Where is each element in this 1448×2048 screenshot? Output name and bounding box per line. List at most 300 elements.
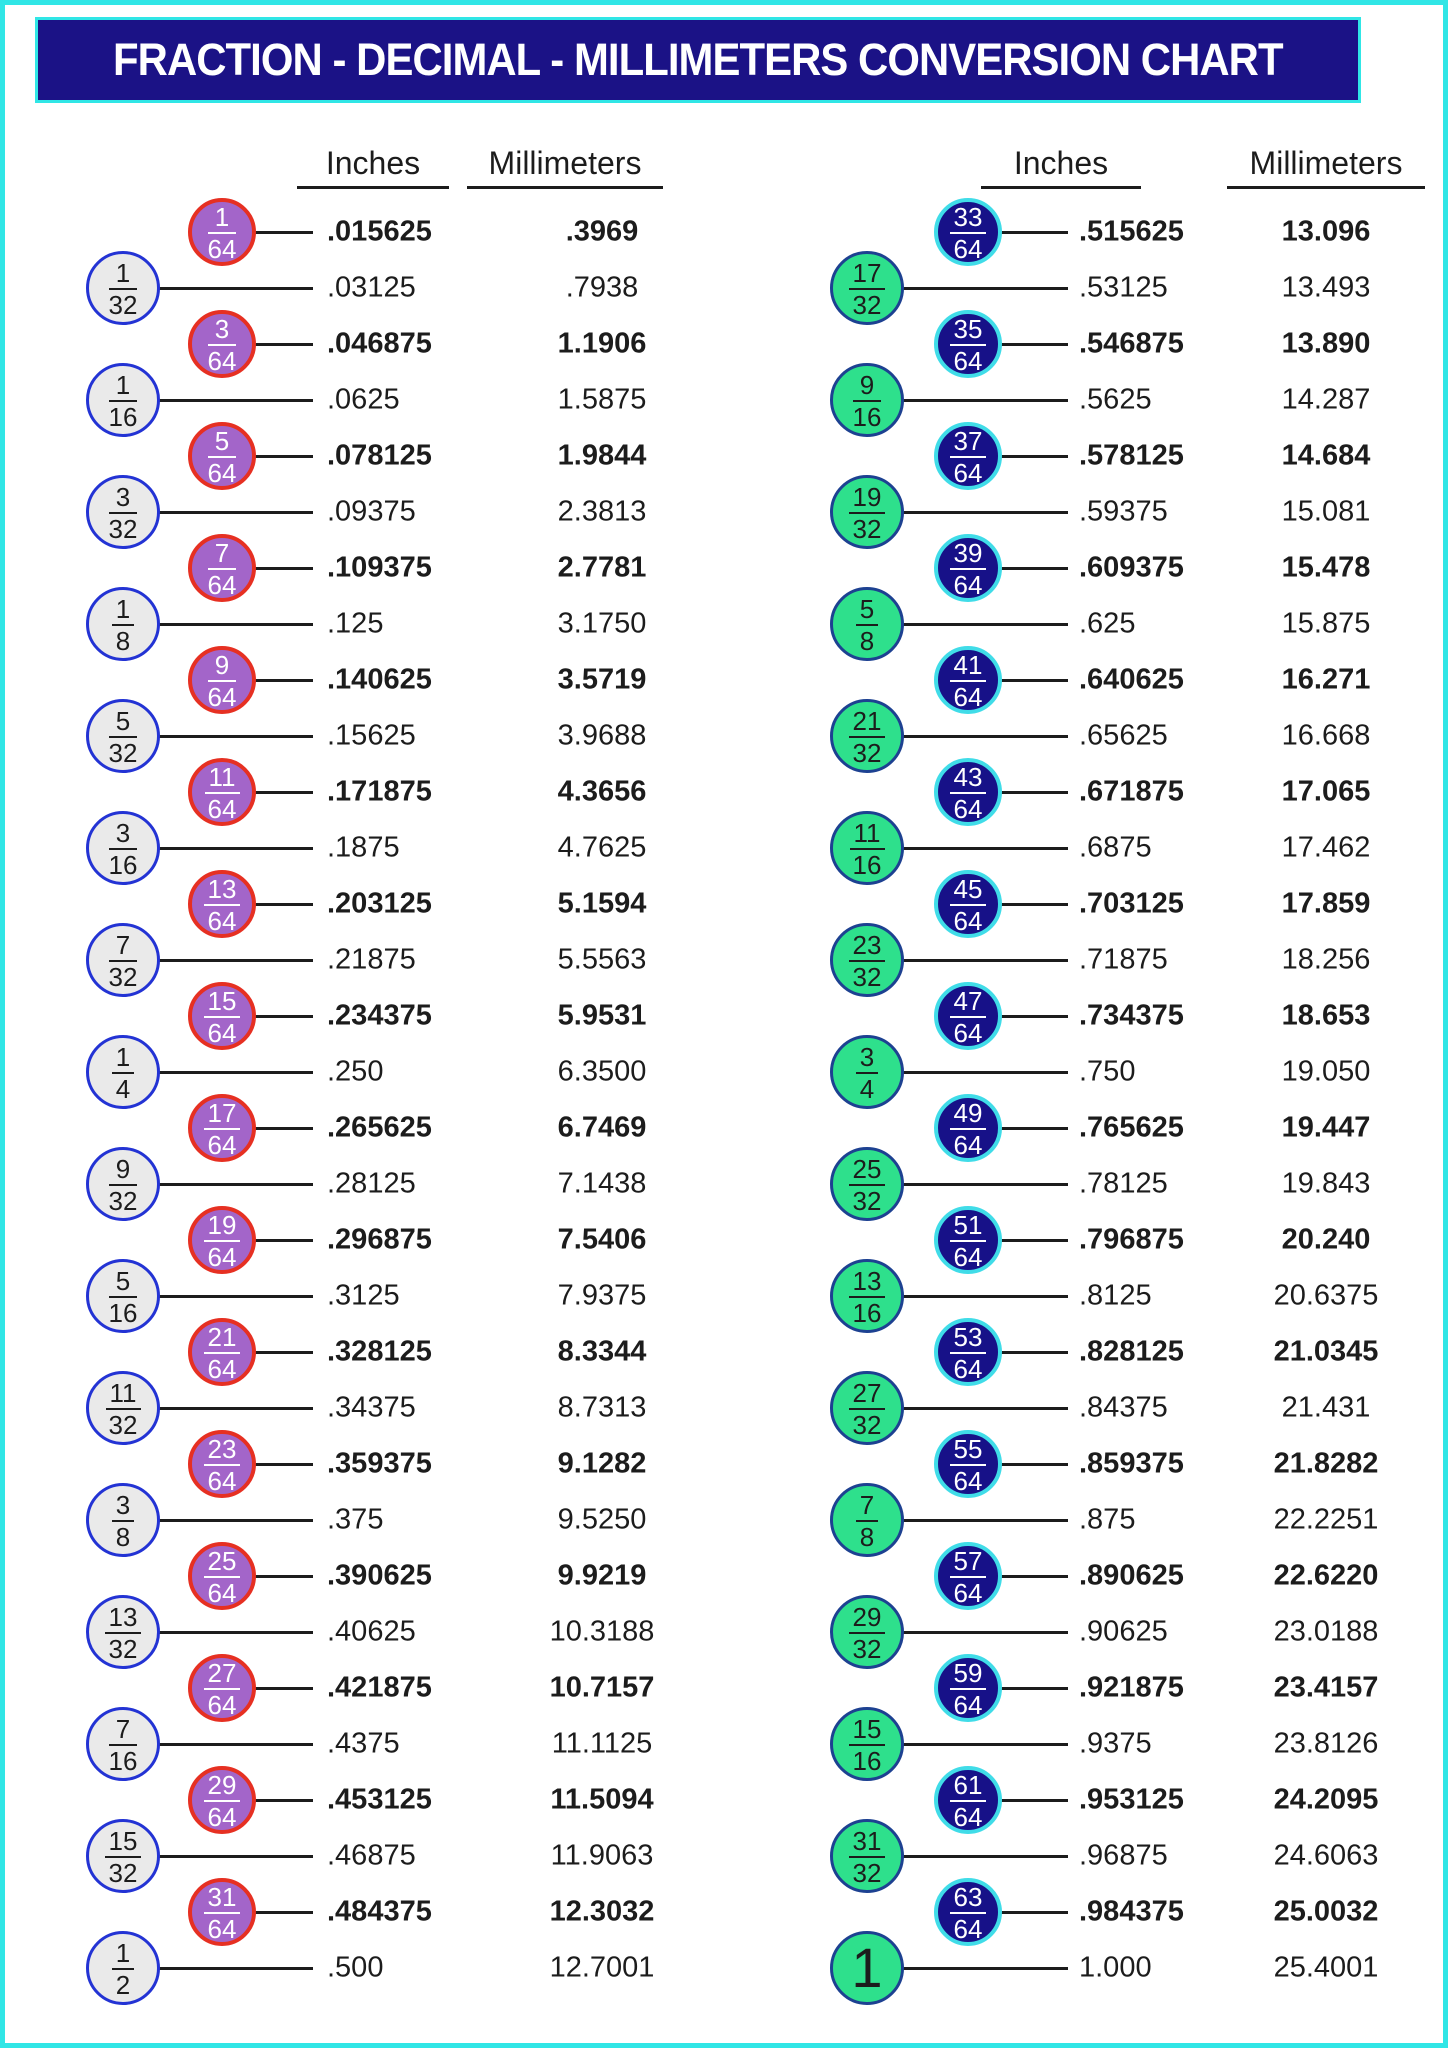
fraction-circle — [188, 1766, 256, 1834]
connector-line — [999, 679, 1068, 682]
fraction-circle — [86, 1595, 160, 1669]
fraction-numerator: 3 — [208, 315, 237, 346]
fraction — [849, 1603, 886, 1662]
fraction — [950, 1883, 987, 1942]
fraction-numerator: 33 — [950, 203, 987, 234]
connector-line — [999, 567, 1068, 570]
mm-value: 9.9219 — [557, 1559, 647, 1592]
inches-value: .765625 — [1079, 1111, 1184, 1144]
fraction-circle — [934, 870, 1002, 938]
fraction-numerator: 59 — [950, 1659, 987, 1690]
fraction-denominator: 64 — [953, 1241, 983, 1272]
inches-value: .09375 — [327, 495, 416, 528]
connector-line — [157, 1855, 313, 1858]
fraction-denominator: 16 — [852, 1297, 882, 1328]
inches-value: .890625 — [1079, 1559, 1184, 1592]
mm-value: 13.493 — [1281, 271, 1371, 304]
fraction-denominator: 64 — [207, 1017, 237, 1048]
fraction — [105, 1827, 142, 1886]
fraction-denominator: 64 — [207, 1913, 237, 1944]
fraction-numerator: 35 — [950, 315, 987, 346]
inches-value: .984375 — [1079, 1895, 1184, 1928]
connector-line — [253, 1687, 313, 1690]
fraction-circle — [830, 1931, 904, 2005]
mm-value: 11.5094 — [550, 1783, 654, 1816]
connector-line — [999, 1911, 1068, 1914]
connector-line — [901, 959, 1068, 962]
connector-line — [901, 1631, 1068, 1634]
fraction-denominator: 4 — [115, 1073, 131, 1104]
connector-line — [253, 791, 313, 794]
inches-value: .875 — [1079, 1503, 1136, 1536]
fraction — [204, 875, 241, 934]
connector-line — [999, 343, 1068, 346]
mm-value: 20.240 — [1281, 1223, 1371, 1256]
fraction — [849, 1267, 886, 1326]
fraction-circle — [86, 251, 160, 325]
fraction-denominator: 16 — [852, 401, 882, 432]
fraction-circle — [188, 1094, 256, 1162]
fraction-circle — [86, 923, 160, 997]
column-header-inches-left: Inches — [297, 143, 449, 189]
connector-line — [253, 1127, 313, 1130]
fraction-circle — [86, 1371, 160, 1445]
mm-value: 4.3656 — [557, 775, 647, 808]
fraction-denominator: 64 — [953, 569, 983, 600]
fraction-circle — [934, 1094, 1002, 1162]
fraction-denominator: 32 — [108, 1857, 138, 1888]
connector-line — [157, 287, 313, 290]
mm-value: 21.0345 — [1273, 1335, 1379, 1368]
fraction — [109, 707, 138, 766]
fraction-circle — [830, 811, 904, 885]
fraction — [109, 819, 138, 878]
fraction-circle — [86, 475, 160, 549]
mm-value: 17.859 — [1281, 887, 1371, 920]
fraction-circle — [934, 310, 1002, 378]
fraction-numerator: 15 — [204, 987, 241, 1018]
mm-value: 5.9531 — [557, 999, 647, 1032]
mm-value: 14.287 — [1281, 383, 1371, 416]
mm-value: 11.9063 — [550, 1839, 654, 1872]
fraction-numerator: 31 — [204, 1883, 241, 1914]
inches-value: .078125 — [327, 439, 432, 472]
fraction — [204, 1099, 241, 1158]
inches-value: .28125 — [327, 1167, 416, 1200]
fraction-denominator: 64 — [207, 1129, 237, 1160]
fraction-circle — [830, 1035, 904, 1109]
mm-value: 25.4001 — [1273, 1951, 1379, 1984]
fraction — [849, 259, 886, 318]
fraction-numerator: 3 — [109, 483, 138, 514]
inches-value: .203125 — [327, 887, 432, 920]
fraction-denominator: 16 — [108, 1745, 138, 1776]
connector-line — [999, 1015, 1068, 1018]
fraction — [109, 1267, 138, 1326]
fraction-denominator: 32 — [852, 289, 882, 320]
mm-value: 2.7781 — [557, 551, 647, 584]
inches-value: .03125 — [327, 271, 416, 304]
fraction-circle — [934, 422, 1002, 490]
fraction — [109, 259, 138, 318]
fraction-denominator: 64 — [953, 233, 983, 264]
fraction-numerator: 17 — [204, 1099, 241, 1130]
fraction-numerator: 43 — [950, 763, 987, 794]
inches-value: .359375 — [327, 1447, 432, 1480]
fraction-denominator: 64 — [207, 345, 237, 376]
mm-value: 23.8126 — [1273, 1727, 1379, 1760]
connector-line — [157, 1071, 313, 1074]
connector-line — [999, 1463, 1068, 1466]
fraction — [950, 427, 987, 486]
fraction — [109, 931, 138, 990]
fraction-circle — [86, 1147, 160, 1221]
connector-line — [901, 1183, 1068, 1186]
connector-line — [901, 1855, 1068, 1858]
fraction-denominator: 64 — [207, 233, 237, 264]
connector-line — [901, 511, 1068, 514]
fraction-circle — [188, 1318, 256, 1386]
fraction — [208, 203, 237, 262]
inches-value: .484375 — [327, 1895, 432, 1928]
connector-line — [999, 1127, 1068, 1130]
connector-line — [253, 567, 313, 570]
fraction-denominator: 32 — [852, 1857, 882, 1888]
fraction-circle — [86, 1707, 160, 1781]
inches-value: .734375 — [1079, 999, 1184, 1032]
connector-line — [157, 959, 313, 962]
fraction-circle — [934, 1542, 1002, 1610]
inches-value: .546875 — [1079, 327, 1184, 360]
fraction-circle — [188, 1878, 256, 1946]
mm-value: 18.256 — [1281, 943, 1371, 976]
connector-line — [901, 1519, 1068, 1522]
inches-value: .421875 — [327, 1671, 432, 1704]
fraction — [849, 1715, 886, 1774]
fraction — [950, 539, 987, 598]
mm-value: 22.2251 — [1273, 1503, 1379, 1536]
fraction-circle — [188, 310, 256, 378]
connector-line — [253, 1575, 313, 1578]
fraction-numerator: 11 — [205, 763, 240, 794]
fraction-numerator: 1 — [109, 371, 138, 402]
fraction-circle — [188, 758, 256, 826]
fraction-circle — [830, 587, 904, 661]
inches-value: .578125 — [1079, 439, 1184, 472]
fraction — [950, 203, 987, 262]
fraction — [109, 1155, 138, 1214]
fraction-circle — [934, 1654, 1002, 1722]
fraction-numerator: 39 — [950, 539, 987, 570]
connector-line — [901, 1295, 1068, 1298]
fraction-circle — [830, 475, 904, 549]
connector-line — [253, 455, 313, 458]
fraction-denominator: 32 — [108, 1409, 138, 1440]
mm-value: 2.3813 — [557, 495, 647, 528]
fraction-denominator: 64 — [207, 681, 237, 712]
inches-value: .234375 — [327, 999, 432, 1032]
fraction — [950, 1211, 987, 1270]
fraction-denominator: 8 — [115, 625, 131, 656]
fraction-denominator: 8 — [859, 625, 875, 656]
connector-line — [901, 735, 1068, 738]
mm-value: 7.9375 — [557, 1279, 647, 1312]
mm-value: 19.050 — [1281, 1055, 1371, 1088]
fraction-numerator: 41 — [950, 651, 987, 682]
fraction-denominator: 32 — [108, 737, 138, 768]
fraction — [850, 819, 885, 878]
fraction-denominator: 32 — [852, 961, 882, 992]
mm-value: 17.462 — [1281, 831, 1371, 864]
connector-line — [253, 1911, 313, 1914]
fraction-denominator: 32 — [852, 1633, 882, 1664]
mm-value: 13.096 — [1281, 215, 1371, 248]
fraction — [112, 595, 134, 654]
fraction-circle — [830, 1147, 904, 1221]
fraction — [950, 1771, 987, 1830]
chart-title: FRACTION - DECIMAL - MILLIMETERS CONVERSION CHART — [113, 34, 1283, 85]
connector-line — [157, 1967, 313, 1970]
connector-line — [901, 1071, 1068, 1074]
inches-value: .671875 — [1079, 775, 1184, 808]
mm-value: 1.5875 — [557, 383, 647, 416]
inches-value: .5625 — [1079, 383, 1152, 416]
fraction-numerator: 61 — [950, 1771, 987, 1802]
inches-value: .859375 — [1079, 1447, 1184, 1480]
inches-value: .109375 — [327, 551, 432, 584]
fraction-numerator: 1 — [208, 203, 237, 234]
mm-value: 5.1594 — [557, 887, 647, 920]
connector-line — [157, 1407, 313, 1410]
fraction — [208, 427, 237, 486]
connector-line — [157, 847, 313, 850]
mm-value: 18.653 — [1281, 999, 1371, 1032]
fraction-numerator: 1 — [112, 595, 134, 626]
inches-value: .375 — [327, 1503, 384, 1536]
connector-line — [253, 1015, 313, 1018]
fraction-numerator: 3 — [109, 819, 138, 850]
fraction-denominator: 32 — [852, 1185, 882, 1216]
fraction-circle — [188, 982, 256, 1050]
fraction-numerator: 1 — [109, 259, 138, 290]
fraction-numerator: 5 — [109, 707, 138, 738]
fraction-numerator: 3 — [856, 1043, 878, 1074]
connector-line — [999, 1799, 1068, 1802]
fraction-circle — [830, 363, 904, 437]
connector-line — [999, 1687, 1068, 1690]
fraction-numerator: 7 — [208, 539, 237, 570]
fraction-circle — [86, 587, 160, 661]
inches-value: .125 — [327, 607, 384, 640]
inches-value: .453125 — [327, 1783, 432, 1816]
connector-line — [999, 455, 1068, 458]
fraction — [849, 1155, 886, 1214]
fraction-numerator: 13 — [105, 1603, 142, 1634]
inches-value: .84375 — [1079, 1391, 1168, 1424]
fraction-numerator: 1 — [112, 1043, 134, 1074]
fraction-circle — [86, 811, 160, 885]
fraction-denominator: 64 — [953, 905, 983, 936]
fraction-denominator: 32 — [852, 513, 882, 544]
fraction-numerator: 13 — [204, 875, 241, 906]
inches-value: .3125 — [327, 1279, 400, 1312]
inches-value: .328125 — [327, 1335, 432, 1368]
fraction-circle — [934, 1766, 1002, 1834]
inches-value: .703125 — [1079, 887, 1184, 920]
fraction-circle — [830, 923, 904, 997]
fraction-circle — [188, 198, 256, 266]
fraction-numerator: 7 — [109, 931, 138, 962]
connector-line — [157, 735, 313, 738]
mm-value: 17.065 — [1281, 775, 1371, 808]
fraction-circle — [188, 646, 256, 714]
fraction — [950, 763, 987, 822]
fraction-circle — [830, 699, 904, 773]
fraction — [204, 1547, 241, 1606]
mm-value: .3969 — [565, 215, 639, 248]
connector-line — [901, 287, 1068, 290]
inches-value: .15625 — [327, 719, 416, 752]
fraction-circle — [86, 1259, 160, 1333]
connector-line — [157, 1519, 313, 1522]
fraction-denominator: 64 — [953, 1017, 983, 1048]
fraction-denominator: 64 — [207, 905, 237, 936]
fraction-denominator: 64 — [953, 1353, 983, 1384]
connector-line — [253, 1799, 313, 1802]
inches-value: .4375 — [327, 1727, 400, 1760]
mm-value: 7.1438 — [557, 1167, 647, 1200]
fraction-denominator: 64 — [953, 1801, 983, 1832]
fraction-numerator: 25 — [204, 1547, 241, 1578]
fraction-circle — [188, 534, 256, 602]
mm-value: 23.4157 — [1273, 1671, 1379, 1704]
fraction-circle — [86, 363, 160, 437]
inches-value: .53125 — [1079, 271, 1168, 304]
inches-value: .90625 — [1079, 1615, 1168, 1648]
fraction-denominator: 64 — [953, 793, 983, 824]
fraction-circle — [830, 1595, 904, 1669]
fraction-numerator: 5 — [109, 1267, 138, 1298]
fraction-denominator: 32 — [108, 289, 138, 320]
connector-line — [999, 231, 1068, 234]
mm-value: 10.7157 — [549, 1671, 655, 1704]
fraction — [856, 1491, 878, 1550]
inches-value: .40625 — [327, 1615, 416, 1648]
fraction-circle — [934, 1430, 1002, 1498]
mm-value: 4.7625 — [557, 831, 647, 864]
mm-value: 12.3032 — [549, 1895, 655, 1928]
mm-value: 15.875 — [1281, 607, 1371, 640]
fraction-numerator: 53 — [950, 1323, 987, 1354]
fraction-circle — [934, 1318, 1002, 1386]
fraction — [849, 1827, 886, 1886]
connector-line — [901, 847, 1068, 850]
fraction-circle — [86, 1483, 160, 1557]
fraction-numerator: 63 — [950, 1883, 987, 1914]
mm-value: 5.5563 — [557, 943, 647, 976]
fraction — [109, 371, 138, 430]
fraction-circle — [188, 1654, 256, 1722]
mm-value: 21.8282 — [1273, 1447, 1379, 1480]
fraction-denominator: 64 — [207, 1689, 237, 1720]
fraction-circle — [188, 422, 256, 490]
fraction-numerator: 19 — [204, 1211, 241, 1242]
inches-value: .59375 — [1079, 495, 1168, 528]
fraction-numerator: 21 — [204, 1323, 241, 1354]
fraction-numerator: 15 — [849, 1715, 886, 1746]
fraction-denominator: 16 — [852, 849, 882, 880]
fraction-numerator: 31 — [849, 1827, 886, 1858]
fraction — [204, 987, 241, 1046]
inches-value: .0625 — [327, 383, 400, 416]
fraction-denominator: 64 — [953, 1913, 983, 1944]
whole-number: 1 — [851, 1936, 883, 1999]
connector-line — [157, 1183, 313, 1186]
fraction-numerator: 19 — [849, 483, 886, 514]
mm-value: 11.1125 — [551, 1727, 653, 1760]
inches-value: .609375 — [1079, 551, 1184, 584]
inches-value: .796875 — [1079, 1223, 1184, 1256]
fraction-denominator: 8 — [115, 1521, 131, 1552]
mm-value: 16.668 — [1281, 719, 1371, 752]
fraction-numerator: 9 — [109, 1155, 138, 1186]
fraction-denominator: 64 — [953, 1465, 983, 1496]
fraction — [950, 1659, 987, 1718]
fraction — [109, 483, 138, 542]
fraction — [856, 1043, 878, 1102]
fraction-numerator: 9 — [853, 371, 882, 402]
mm-value: 3.1750 — [557, 607, 647, 640]
fraction-circle — [188, 1206, 256, 1274]
fraction-denominator: 64 — [207, 457, 237, 488]
inches-value: .6875 — [1079, 831, 1152, 864]
connector-line — [901, 399, 1068, 402]
fraction-circle — [934, 758, 1002, 826]
fraction-denominator: 4 — [859, 1073, 875, 1104]
connector-line — [901, 1743, 1068, 1746]
inches-value: .8125 — [1079, 1279, 1152, 1312]
mm-value: 3.9688 — [557, 719, 647, 752]
fraction-denominator: 32 — [852, 737, 882, 768]
fraction-denominator: 16 — [852, 1745, 882, 1776]
fraction-numerator: 11 — [850, 819, 885, 850]
inches-value: .296875 — [327, 1223, 432, 1256]
connector-line — [157, 1295, 313, 1298]
fraction-numerator: 21 — [849, 707, 886, 738]
inches-value: .96875 — [1079, 1839, 1168, 1872]
mm-value: 16.271 — [1281, 663, 1371, 696]
fraction-circle — [830, 1483, 904, 1557]
fraction — [950, 1099, 987, 1158]
fraction-denominator: 32 — [108, 961, 138, 992]
inches-value: .250 — [327, 1055, 384, 1088]
fraction-numerator: 29 — [849, 1603, 886, 1634]
fraction — [849, 483, 886, 542]
inches-value: .46875 — [327, 1839, 416, 1872]
connector-line — [253, 1239, 313, 1242]
fraction — [950, 315, 987, 374]
fraction-numerator: 5 — [208, 427, 237, 458]
fraction-numerator: 3 — [112, 1491, 134, 1522]
fraction-denominator: 32 — [852, 1409, 882, 1440]
inches-value: .71875 — [1079, 943, 1168, 976]
fraction — [112, 1491, 134, 1550]
mm-value: 13.890 — [1281, 327, 1371, 360]
inches-value: .953125 — [1079, 1783, 1184, 1816]
fraction — [204, 1323, 241, 1382]
fraction — [950, 1547, 987, 1606]
mm-value: 9.1282 — [557, 1447, 647, 1480]
